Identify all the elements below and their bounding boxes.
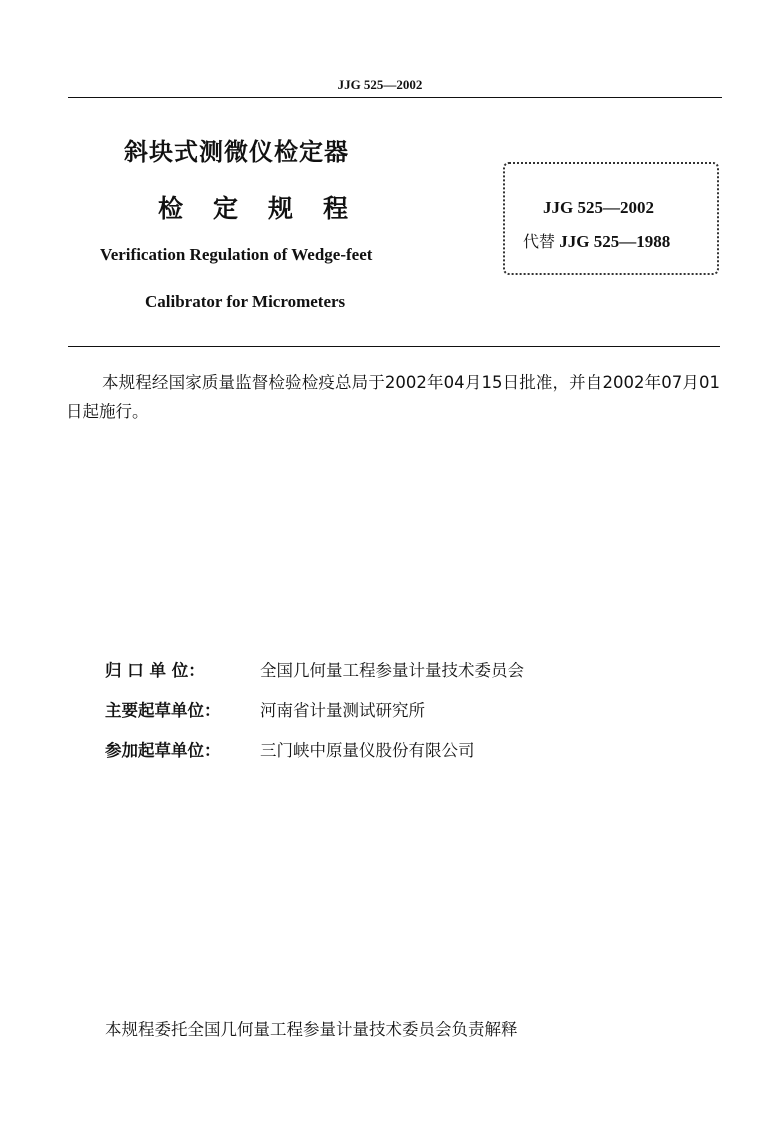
title-chinese: 斜块式测微仪检定器: [124, 138, 349, 166]
title-english-line2: Calibrator for Micrometers: [145, 292, 346, 311]
unit-value: 三门峡中原量仪股份有限公司: [260, 741, 475, 760]
unit-value: 河南省计量测试研究所: [260, 701, 425, 720]
interpretation-note: 本规程委托全国几何量工程参量计量技术委员会负责解释: [105, 1020, 518, 1039]
unit-label: 主要起草单位：: [105, 701, 221, 720]
replaces-code: [523, 229, 670, 252]
unit-value: 全国几何量工程参量计量技术委员会: [260, 661, 524, 680]
title-english-line1: Verification Regulation of Wedge-feet: [100, 245, 373, 264]
header-rule: [68, 97, 722, 98]
standard-code-box: [503, 162, 719, 275]
subtitle-chinese: 检定规程: [158, 194, 379, 223]
replaces-code-value: JJG 525—1988: [559, 232, 671, 251]
unit-label: 归 口 单 位：: [105, 661, 205, 680]
unit-row-participating-drafter: [105, 737, 475, 761]
approval-text: 本规程经国家质量监督检验检疫总局于2002年04月15日批准，并自2002年07月01日起施行。: [66, 373, 720, 421]
header-standard-code: JJG 525—2002: [337, 77, 423, 92]
replaces-prefix: 代替: [523, 232, 556, 251]
standard-code: JJG 525—2002: [543, 198, 654, 217]
unit-row-responsible: [105, 657, 524, 681]
approval-statement: [66, 368, 720, 426]
section-rule: [68, 346, 720, 347]
unit-row-main-drafter: [105, 697, 425, 721]
unit-label: 参加起草单位：: [105, 741, 221, 760]
